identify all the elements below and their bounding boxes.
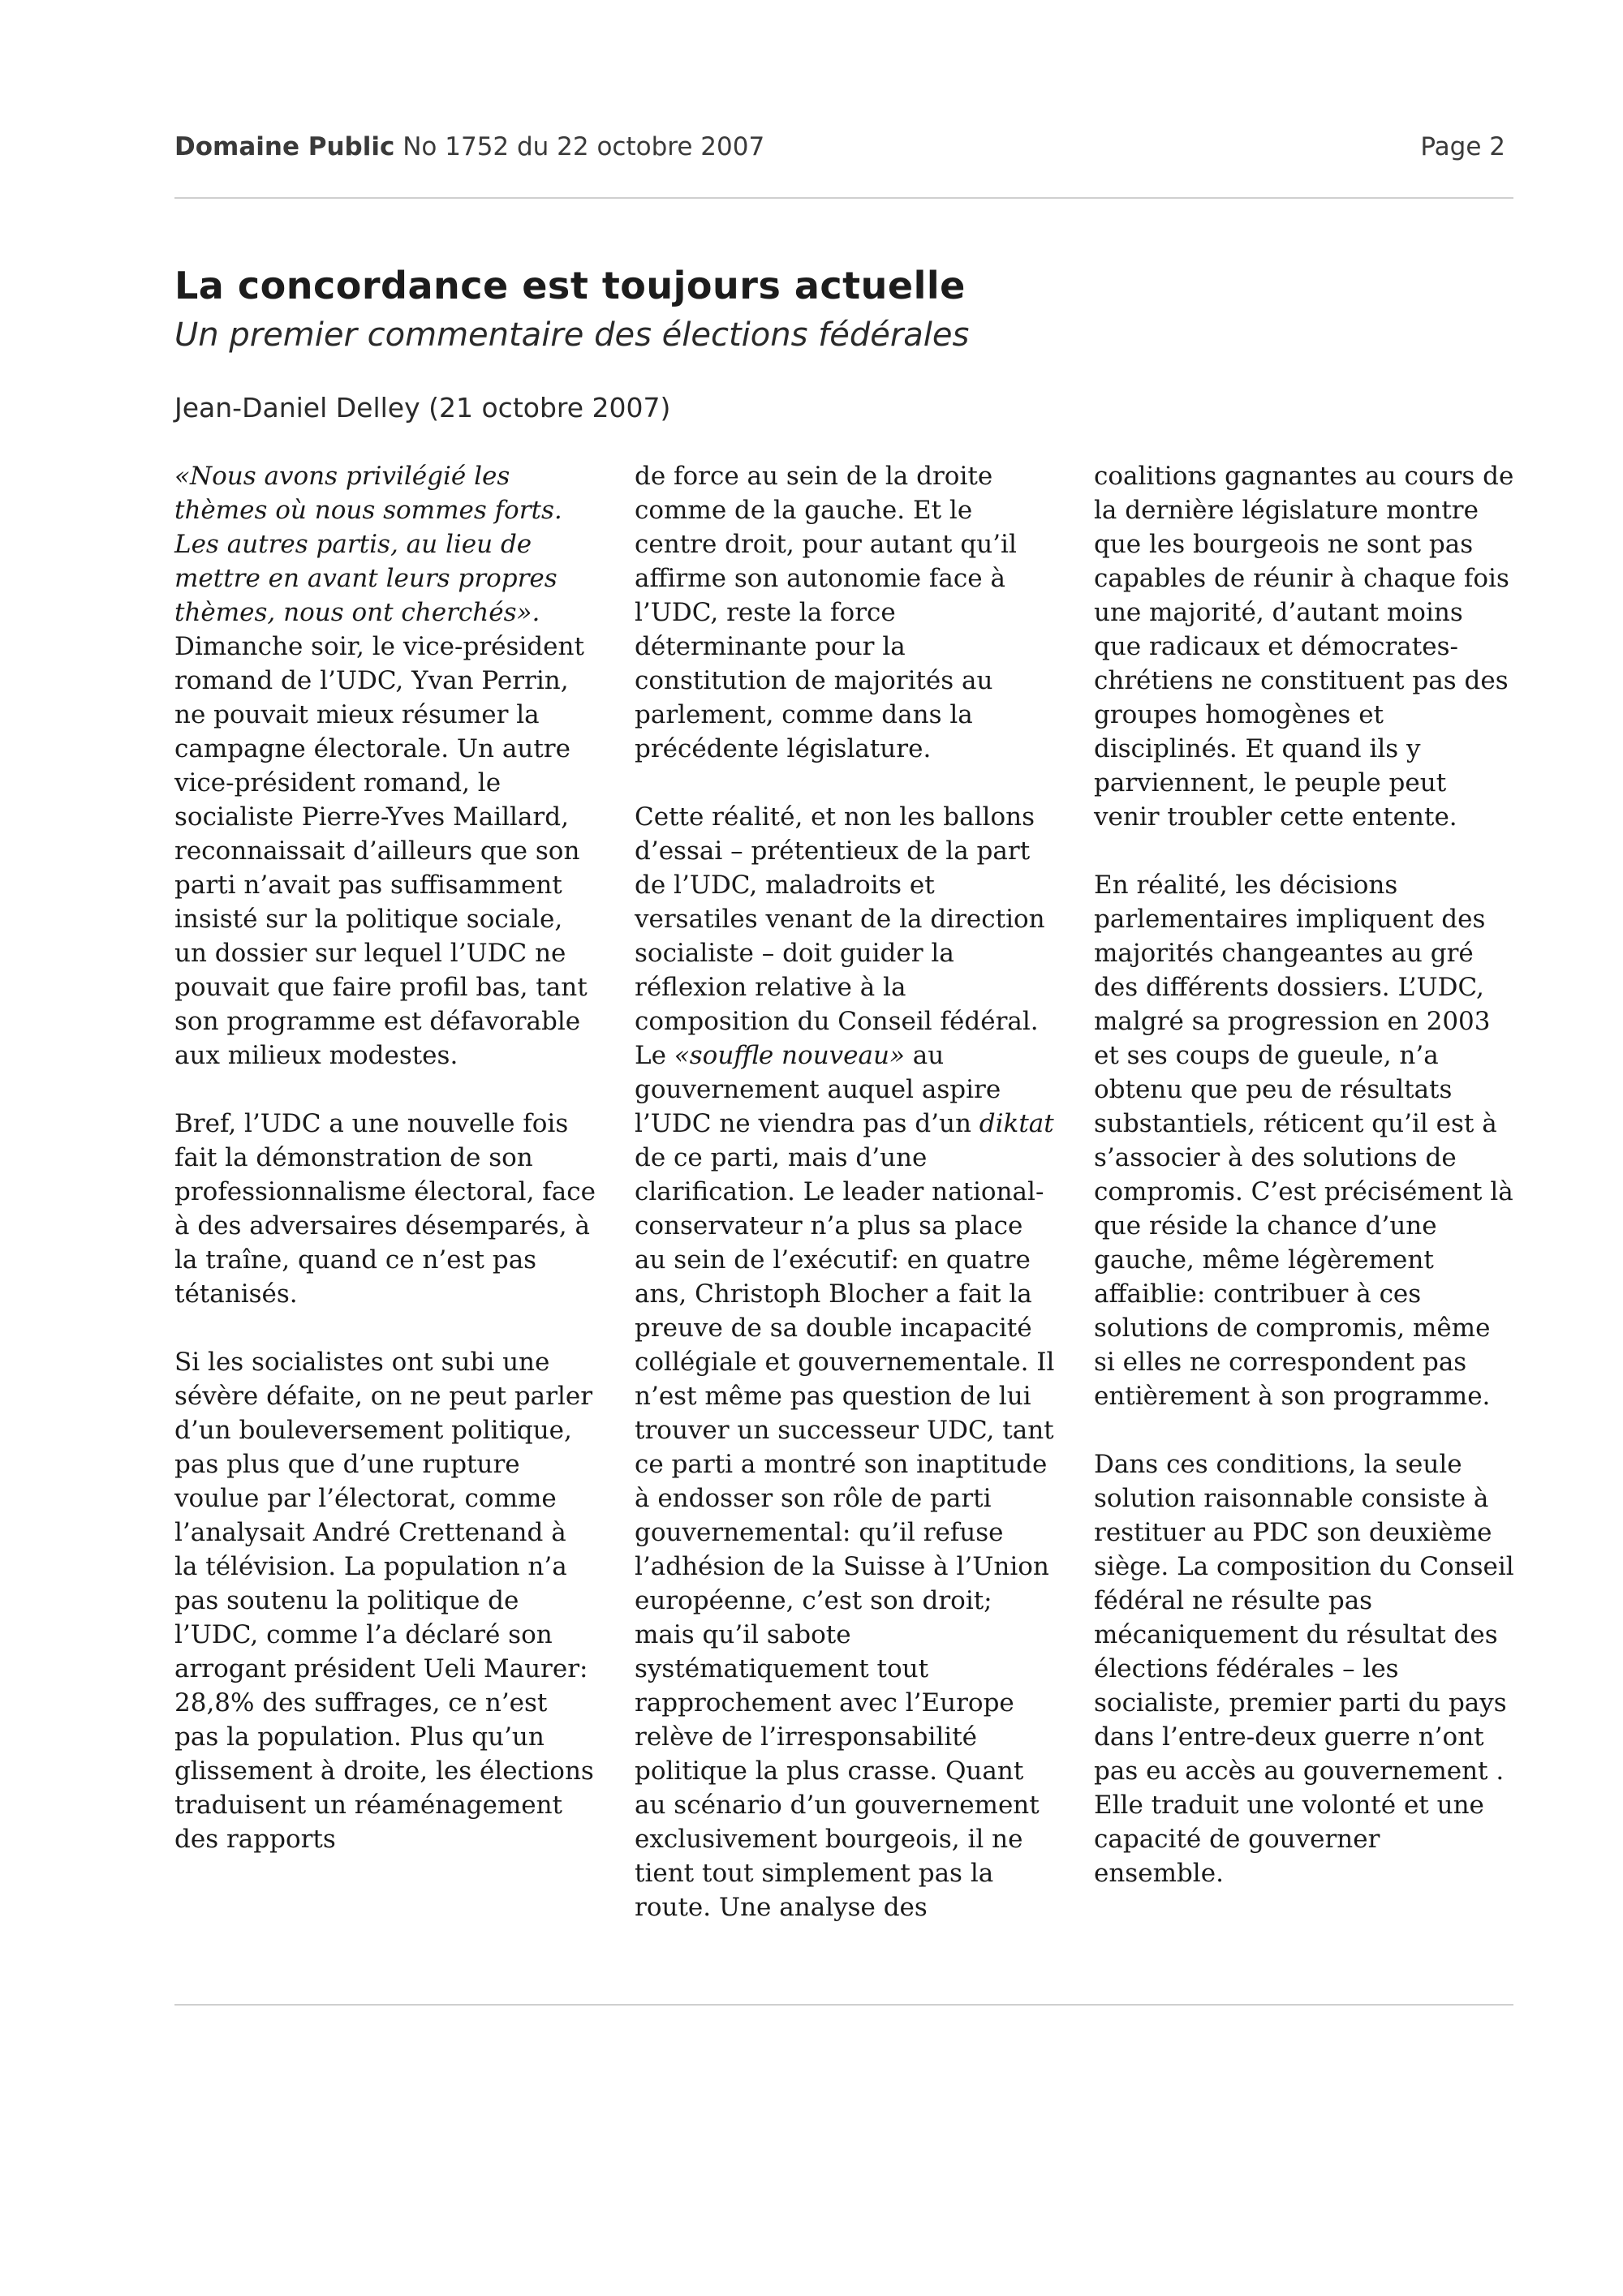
paragraph: coalitions gagnantes au cours de la dernière législature montre que les bourgeois ne sont pas capables de réunir à chaque fois une majorité, d’autant moins que radicaux et démocrates-chrétiens ne constituent pas des groupes homogènes et disciplinés. Et quand ils y parviennent, le peuple peut venir troubler cette entente. (1094, 462, 1514, 832)
paragraph: Bref, l’UDC a une nouvelle fois fait la démonstration de son professionnalisme électoral, face à des adversaires désemparés, à la traîne, quand ce n’est pas tétanisés. (174, 1109, 596, 1309)
header-divider (174, 197, 1513, 199)
emphasis-quote: «souffle nouveau» (674, 1041, 905, 1070)
paragraph-text: Cette réalité, et non les ballons d’essai – prétentieux de la part de l’UDC, maladroits et versatiles venant de la direction socialiste – doit guider la réflexion relative à la composition du Conseil fédéral. Le (635, 802, 1045, 1070)
article-column-3 (1094, 459, 1516, 1890)
paragraph (635, 800, 1057, 1924)
footer-divider (174, 2004, 1513, 2006)
opening-quote: «Nous avons privilégié les thèmes où nous sommes forts. Les autres partis, au lieu de mettre en avant leurs propres thèmes, nous ont cherchés». (174, 462, 562, 627)
article-column-1 (174, 459, 596, 1856)
paragraph (174, 459, 596, 1073)
paragraph: En réalité, les décisions parlementaires impliquent des majorités changeantes au gré des différents dossiers. L’UDC, malgré sa progression en 2003 et ses coups de gueule, n’a obtenu que peu de résultats substantiels, réticent qu’il est à s’associer à des solutions de compromis. C’est précisément là que réside la chance d’une gauche, même légèrement affaiblie: contribuer à ces solutions de compromis, même si elles ne correspondent pas entièrement à son programme. (1094, 871, 1513, 1411)
paragraph: Dans ces conditions, la seule solution raisonnable consiste à restituer au PDC son deuxième siège. La composition du Conseil fédéral ne résulte pas mécaniquement du résultat des élections fédérales – les socialiste, premier parti du pays dans l’entre-deux guerre n’ont pas eu accès au gouvernement . Elle traduit une volonté et une capacité de gouverner ensemble. (1094, 1450, 1514, 1888)
paragraph-text: Dimanche soir, le vice-président romand de l’UDC, Yvan Perrin, ne pouvait mieux résumer la campagne électorale. Un autre vice-président romand, le socialiste Pierre-Yves Maillard, reconnaissait d’ailleurs que son parti n’avait pas suffisamment insisté sur la politique sociale, un dossier sur lequel l’UDC ne pouvait que faire profil bas, tant son programme est défavorable aux milieux modestes. (174, 632, 588, 1070)
paragraph: de force au sein de la droite comme de la gauche. Et le centre droit, pour autant qu’il affirme son autonomie face à l’UDC, reste la force déterminante pour la constitution de majorités au parlement, comme dans la précédente législature. (635, 462, 1017, 763)
page-number: Page 2 (1420, 132, 1505, 161)
article-column-2 (635, 459, 1057, 1924)
publication-name: Domaine Public (174, 132, 395, 161)
issue-info: No 1752 du 22 octobre 2007 (403, 132, 765, 161)
paragraph: Si les socialistes ont subi une sévère défaite, on ne peut parler d’un bouleversement politique, pas plus que d’une rupture voulue par l’électorat, comme l’analysait André Crettenand à la télévision. La population n’a pas soutenu la politique de l’UDC, comme l’a déclaré son arrogant président Ueli Maurer: 28,8% des suffrages, ce n’est pas la population. Plus qu’un glissement à droite, les élections traduisent un réaménagement des rapports (174, 1348, 594, 1854)
paragraph-text: de ce parti, mais d’une clarification. Le leader national-conservateur n’a plus sa place au sein de l’exécutif: en quatre ans, Christoph Blocher a fait la preuve de sa double incapacité collégiale et gouvernementale. Il n’est même pas question de lui trouver un successeur UDC, tant ce parti a montré son inaptitude à endosser son rôle de parti gouvernemental: qu’il refuse l’adhésion de la Suisse à l’Union européenne, c’est son droit; mais qu’il sabote systématiquement tout rapprochement avec l’Europe relève de l’irresponsabilité politique la plus crasse. Quant au scénario d’un gouvernement exclusivement bourgeois, il ne tient tout simplement pas la route. Une analyse des (635, 1143, 1055, 1922)
page-header (174, 132, 1513, 173)
emphasis-word: diktat (979, 1109, 1054, 1138)
article-title: La concordance est toujours actuelle (174, 264, 966, 307)
article-byline: Jean-Daniel Delley (21 octobre 2007) (174, 392, 671, 424)
paragraph-text: au gouvernement auquel aspire l’UDC ne viendra pas d’un (635, 1041, 1001, 1138)
article-subtitle: Un premier commentaire des élections fédérales (174, 316, 970, 354)
